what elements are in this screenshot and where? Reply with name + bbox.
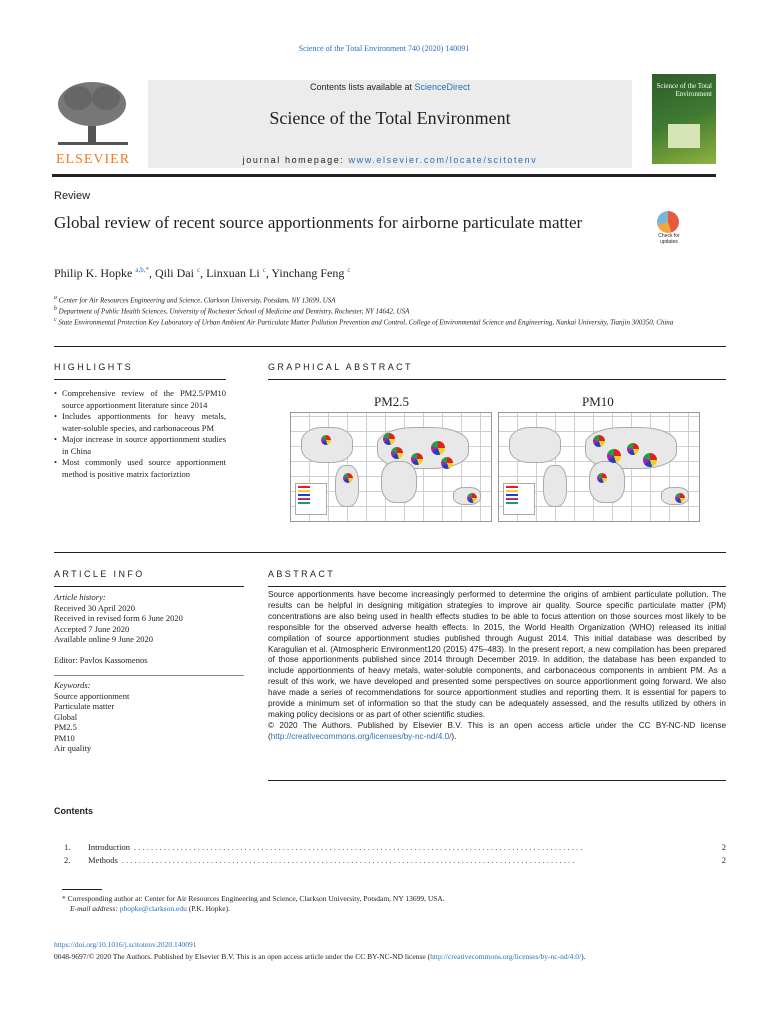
journal-citation[interactable]: Science of the Total Environment 740 (2020) 140091 bbox=[298, 44, 470, 53]
source-pie-marker bbox=[643, 453, 657, 467]
africa-shape bbox=[381, 461, 417, 503]
contents-heading: Contents bbox=[54, 806, 93, 816]
source-pie-marker bbox=[431, 441, 445, 455]
source-pie-marker bbox=[467, 493, 477, 503]
footnote-rule bbox=[62, 889, 102, 890]
author-name[interactable]: Qili Dai bbox=[154, 266, 194, 280]
affiliation: $^c$ State Environmental Protection Key Laboratory of Urban Ambient Air Particulate Matter Pollution Prevention and Control, College of Environmental Science and Engineering, Nankai University, Tianjin 300350, China bbox=[54, 317, 674, 327]
keyword: Global bbox=[54, 711, 78, 722]
affiliation: $^b$ Department of Public Health Sciences, University of Rochester School of Medicine and Dentistry, Rochester, NY 14642, USA bbox=[54, 306, 410, 316]
history-item: Available online 9 June 2020 bbox=[54, 634, 153, 644]
map-legend bbox=[503, 483, 535, 515]
author-sup[interactable]: a,b,* bbox=[135, 266, 149, 274]
divider bbox=[54, 586, 244, 587]
keywords-label: Keywords: bbox=[54, 680, 91, 690]
divider bbox=[54, 379, 226, 380]
cover-title: Science of the Total Environment bbox=[656, 82, 712, 98]
pm10-world-map bbox=[498, 412, 700, 522]
keyword: Particulate matter bbox=[54, 701, 115, 711]
header-rule bbox=[52, 174, 716, 177]
source-pie-marker bbox=[627, 443, 639, 455]
doi-link[interactable]: https://doi.org/10.1016/j.scitotenv.2020.140091 bbox=[54, 940, 197, 949]
source-pie-marker bbox=[441, 457, 453, 469]
divider bbox=[268, 780, 726, 781]
source-pie-marker bbox=[675, 493, 685, 503]
highlights-heading: HIGHLIGHTS bbox=[54, 362, 134, 372]
article-info bbox=[54, 592, 244, 754]
abstract-license: © 2020 The Authors. Published by Elsevier B.V. This is an open access article under the CC BY-NC-ND license (http://creativecommons.org/licenses/by-nc-nd/4.0/). bbox=[268, 720, 726, 741]
north-america-shape bbox=[509, 427, 561, 463]
contents-available bbox=[148, 82, 632, 92]
check-updates-icon bbox=[657, 211, 679, 233]
toc-page: 2 bbox=[721, 842, 726, 852]
corresponding-note: * Corresponding author at: Center for Air Resources Engineering and Science, Clarkson University, Potsdam, NY 13699, USA. bbox=[62, 894, 445, 903]
elsevier-tree-icon bbox=[52, 80, 134, 148]
check-updates-label: Check for updates bbox=[658, 233, 680, 245]
toc-title: Introduction bbox=[88, 842, 131, 852]
homepage-prefix: journal homepage: bbox=[242, 155, 349, 165]
author-list: Philip K. Hopke $^{a,b,*}$, Qili Dai $^c$, Linxuan Li $^c$, Yinchang Feng $^c$ bbox=[54, 266, 351, 280]
cover-band bbox=[668, 124, 700, 148]
divider bbox=[268, 379, 726, 380]
abstract-text: Source apportionments have become increasingly performed to determine the origins of ambient particulate pollution. The results can be helpful in designing mitigation strategies to improve air quality. Source specific particulate matter (PM) concentrations are also being used in health effects studies to be able to focus attention on those sources most likely to be responsible for the observed adverse health effects. In 2015, the World Health Organization (WHO) released its initial compilation of source apportionment studies published through August 2014. This initial database was described by Karagulian et al. (Atmospheric Environment120 (2015) 475–483). In the present report, a new compilation has been prepared of those apportionments published since 2014 through December 2019. In addition, the database has been expanded to include apportionments of heavy metals, water-soluble components, and carbonaceous components in ambient PM. As a result of this work, we have developed and presented some perspectives on source apportionment going forward. We also have made a series of recommendations for source apportionment studies and reporting them. It is essential for papers to provide a minimum set of information so that the study can be adequately assessed, and the results utilized by others in making policy decisions or as part of other scientific studies. bbox=[268, 590, 726, 719]
highlight-item: • Includes apportionments for heavy metals, water-soluble species, and carbonaceous PM bbox=[62, 411, 226, 434]
article-title: Global review of recent source apportionments for airborne particulate matter bbox=[54, 213, 583, 232]
editor: Editor: Pavlos Kassomenos bbox=[54, 654, 148, 665]
pm25-map-label: PM2.5 bbox=[374, 394, 410, 409]
keyword: Source apportionment bbox=[54, 690, 130, 701]
abstract-heading: ABSTRACT bbox=[268, 569, 336, 579]
highlight-item: • Major increase in source apportionment studies in China bbox=[62, 434, 226, 457]
north-america-shape bbox=[301, 427, 353, 463]
highlight-item: • Comprehensive review of the PM2.5/PM10 source apportionment literature since 2014 bbox=[62, 388, 226, 411]
history-item: Accepted 7 June 2020 bbox=[54, 623, 130, 634]
article-type: Review bbox=[54, 190, 91, 202]
source-pie-marker bbox=[383, 433, 395, 445]
journal-title: Science of the Total Environment bbox=[269, 108, 511, 128]
source-pie-marker bbox=[411, 453, 423, 465]
keyword: PM2.5 bbox=[54, 722, 77, 732]
author-sup[interactable]: c bbox=[262, 266, 266, 274]
issn-license-link[interactable]: http://creativecommons.org/licenses/by-nc-nd/4.0/ bbox=[430, 952, 582, 961]
south-america-shape bbox=[335, 465, 359, 507]
divider bbox=[54, 552, 726, 553]
footnote: * Corresponding author at: Center for Air Resources Engineering and Science, Clarkson University, Potsdam, NY 13699, USA. E-mail address: phopke@clarkson.edu (P.K. Hopke). bbox=[62, 894, 445, 913]
pm10-map-label: PM10 bbox=[582, 394, 614, 409]
keyword: PM10 bbox=[54, 732, 75, 743]
toc-entry[interactable]: 2. Methods . . . . . . . . . . . . . . . . . . . . . . . . . . . . . . . . . . . . . . . . . . . . . . . . . . . . . . . . . . . . . . . . . . . . . . . . . . . . . . . . . . . . . . . . . . . . . . . . . . . . . . . . . . . 2 bbox=[64, 855, 726, 865]
author-name[interactable]: Linxuan Li bbox=[206, 266, 260, 280]
source-pie-marker bbox=[593, 435, 605, 447]
pm25-world-map bbox=[290, 412, 492, 522]
divider bbox=[54, 346, 726, 347]
africa-shape bbox=[589, 461, 625, 503]
author-sup[interactable]: c bbox=[347, 266, 351, 274]
south-america-shape bbox=[543, 465, 567, 507]
article-info-heading: ARTICLE INFO bbox=[54, 569, 145, 579]
graphical-abstract-figure[interactable] bbox=[286, 384, 706, 524]
toc-title: Methods bbox=[88, 855, 118, 865]
divider bbox=[268, 586, 726, 587]
author-sup[interactable]: c bbox=[196, 266, 201, 274]
contents-prefix: Contents lists available at bbox=[309, 82, 415, 92]
toc-page: 2 bbox=[721, 855, 726, 865]
license-link[interactable]: http://creativecommons.org/licenses/by-nc-nd/4.0/ bbox=[270, 731, 452, 741]
highlights-list bbox=[54, 388, 226, 480]
highlight-item: • Most commonly used source apportionment method is positive matrix factoriztion bbox=[62, 457, 226, 480]
email-link[interactable]: phopke@clarkson.edu bbox=[119, 904, 187, 913]
source-pie-marker bbox=[607, 449, 621, 463]
elsevier-logo bbox=[52, 80, 134, 168]
source-pie-marker bbox=[597, 473, 607, 483]
source-pie-marker bbox=[343, 473, 353, 483]
history-label: Article history: bbox=[54, 592, 106, 602]
abstract-body bbox=[268, 590, 726, 743]
history-item: Received 30 April 2020 bbox=[54, 602, 135, 613]
sciencedirect-link[interactable]: ScienceDirect bbox=[414, 82, 471, 92]
check-for-updates-badge[interactable] bbox=[651, 211, 687, 247]
journal-cover[interactable] bbox=[652, 74, 716, 164]
author-name[interactable]: Philip K. Hopke bbox=[54, 266, 133, 280]
affiliation: $^a$ Center for Air Resources Engineering and Science, Clarkson University, Potsdam, NY 13699, USA bbox=[54, 295, 336, 305]
journal-homepage bbox=[148, 155, 632, 165]
author-name[interactable]: Yinchang Feng bbox=[271, 266, 345, 280]
keyword: Air quality bbox=[54, 743, 92, 753]
graphical-abstract-heading: GRAPHICAL ABSTRACT bbox=[268, 362, 413, 372]
issn-line: 0048-9697/© 2020 The Authors. Published by Elsevier B.V. This is an open access article under the CC BY-NC-ND license (http://creativecommons.org/licenses/by-nc-nd/4.0/). bbox=[54, 952, 586, 961]
history-item: Received in revised form 6 June 2020 bbox=[54, 613, 183, 623]
homepage-link[interactable]: www.elsevier.com/locate/scitotenv bbox=[348, 155, 538, 165]
publisher-name: ELSEVIER bbox=[55, 152, 131, 167]
source-pie-marker bbox=[391, 447, 403, 459]
source-pie-marker bbox=[321, 435, 331, 445]
toc-entry[interactable]: 1. Introduction . . . . . . . . . . . . . . . . . . . . . . . . . . . . . . . . . . . . . . . . . . . . . . . . . . . . . . . . . . . . . . . . . . . . . . . . . . . . . . . . . . . . . . . . . . . . . . . . . . . . . . . . . . 2 bbox=[64, 842, 726, 852]
map-legend bbox=[295, 483, 327, 515]
